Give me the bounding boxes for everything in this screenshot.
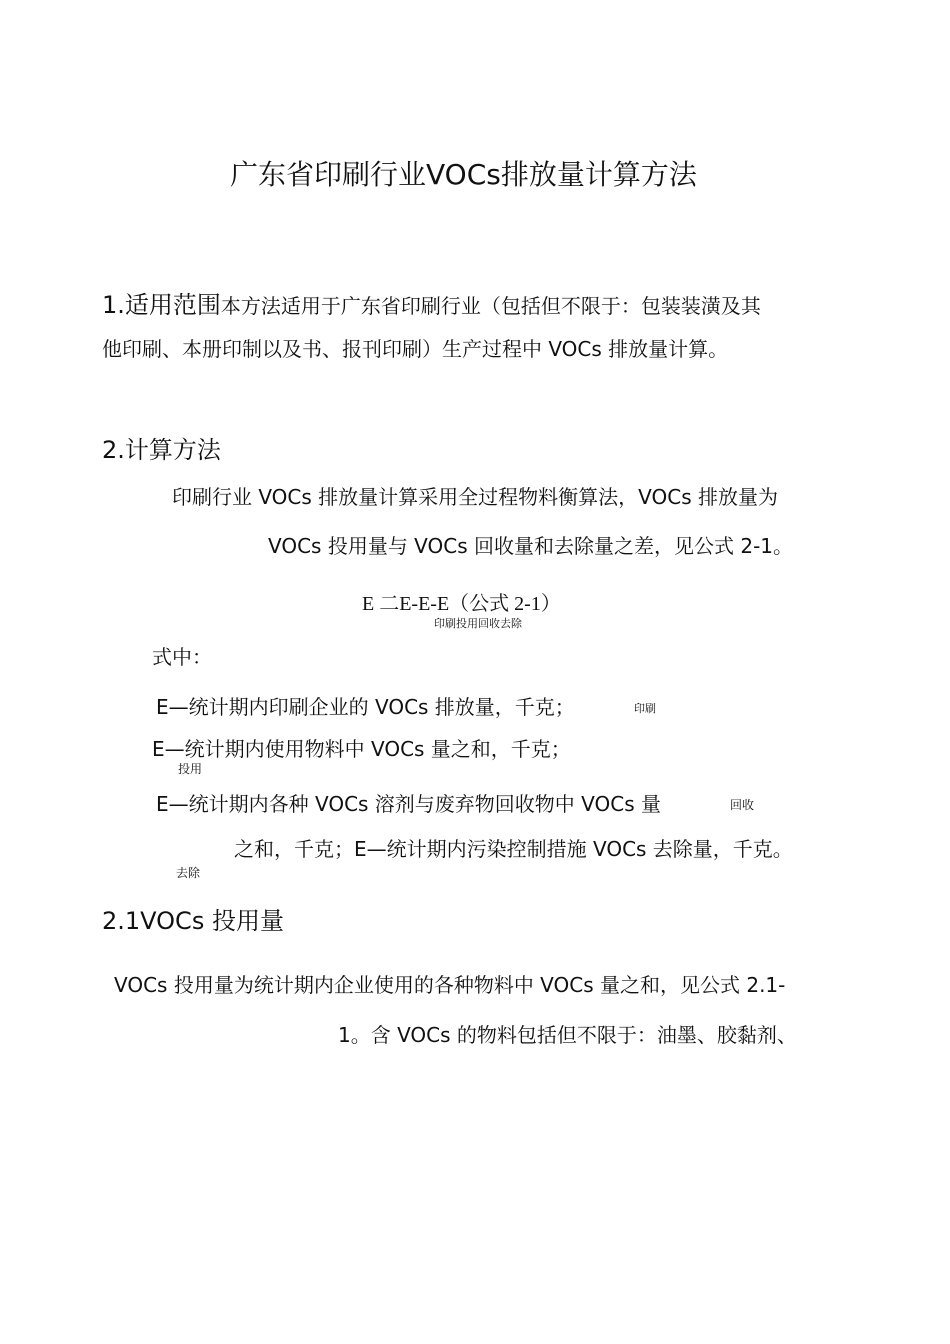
- section-scope-text1: 本方法适用于广东省印刷行业（包括但不限于：包装装潢及其: [220, 294, 761, 318]
- method-paragraph-line2: VOCs 投用量与 VOCs 回收量和去除量之差，见公式 2-1。: [268, 534, 794, 558]
- definition-removed: 之和，千克；E—统计期内污染控制措施 VOCs 去除量，千克。: [234, 837, 793, 861]
- definition-recovered: E—统计期内各种 VOCs 溶剂与废弃物回收物中 VOCs 量: [156, 792, 661, 816]
- definition-print: E—统计期内印刷企业的 VOCs 排放量，千克；: [156, 695, 575, 719]
- document-title: 广东省印刷行业VOCs排放量计算方法: [230, 158, 697, 191]
- formula-2-1: E 二E-E-E（公式 2-1）: [362, 593, 561, 615]
- section-input-heading: 2.1VOCs 投用量: [102, 907, 284, 935]
- section-scope-heading: 1.适用范围: [102, 291, 221, 319]
- formula-subscripts: 印刷投用回收去除: [434, 617, 522, 630]
- section-method-heading: 2.计算方法: [102, 436, 221, 464]
- section-scope-line1: [102, 285, 761, 320]
- where-label: 式中：: [152, 645, 212, 669]
- definition-removed-subscript: 去除: [176, 866, 201, 880]
- definition-input-subscript: 投用: [178, 762, 203, 776]
- definition-input: E—统计期内使用物料中 VOCs 量之和，千克；: [152, 737, 571, 761]
- method-paragraph-line1: 印刷行业 VOCs 排放量计算采用全过程物料衡算法，VOCs 排放量为: [172, 485, 778, 509]
- section-scope-text2: 他印刷、本册印制以及书、报刊印刷）生产过程中 VOCs 排放量计算。: [102, 337, 729, 361]
- input-paragraph-line2: 1。含 VOCs 的物料包括但不限于：油墨、胶黏剂、: [338, 1023, 797, 1047]
- definition-recovered-subscript: 回收: [730, 798, 755, 812]
- definition-print-subscript: 印刷: [634, 702, 656, 715]
- input-paragraph-line1: VOCs 投用量为统计期内企业使用的各种物料中 VOCs 量之和，见公式 2.1-: [114, 973, 786, 997]
